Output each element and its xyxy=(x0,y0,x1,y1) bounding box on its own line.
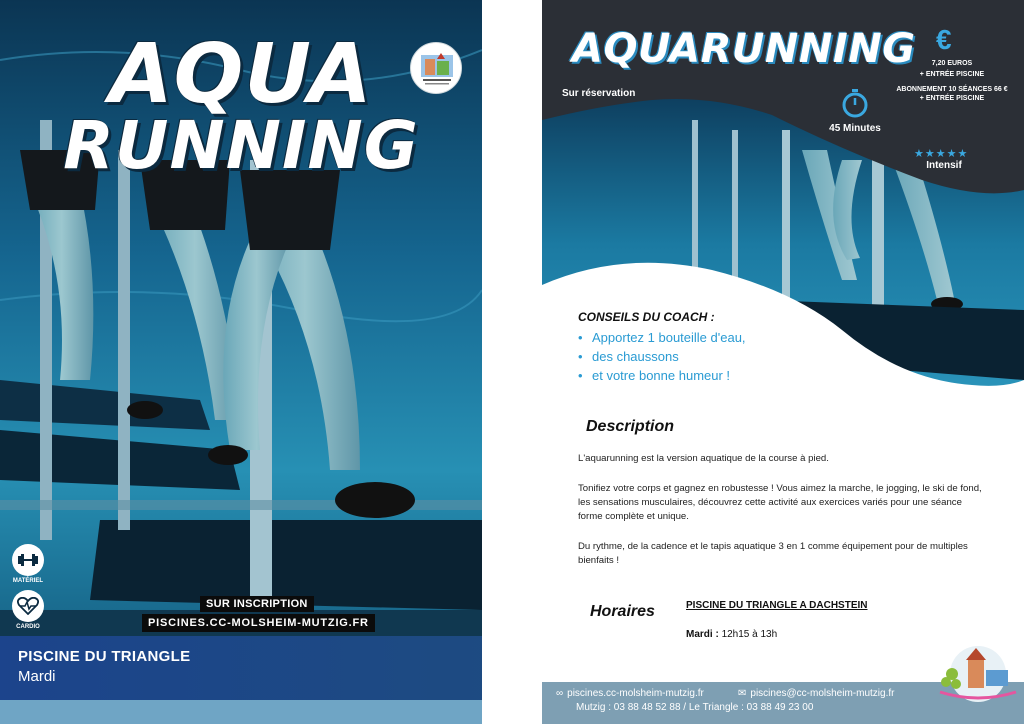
coach-tip-text: et votre bonne humeur ! xyxy=(592,368,731,383)
stopwatch-icon xyxy=(840,88,870,118)
coach-tips-title: CONSEILS DU COACH : xyxy=(578,310,715,324)
list-item: • Apportez 1 bouteille d'eau, xyxy=(578,330,746,345)
schedule-day: Mardi : xyxy=(686,629,719,640)
schedule-line xyxy=(686,629,777,640)
dumbbell-icon xyxy=(12,544,44,576)
list-item: • et votre bonne humeur ! xyxy=(578,368,731,383)
subscription-extra: + ENTRÉE PISCINE xyxy=(919,95,985,102)
registration-label: SUR INSCRIPTION xyxy=(200,596,314,612)
left-poster xyxy=(0,0,482,724)
reservation-note: Sur réservation xyxy=(562,88,636,99)
website-link[interactable]: PISCINES.CC-MOLSHEIM-MUTZIG.FR xyxy=(142,614,375,632)
poster-title-line2: RUNNING xyxy=(63,107,419,184)
venue-name: PISCINE DU TRIANGLE A DACHSTEIN xyxy=(686,600,868,611)
intensity-label: Intensif xyxy=(926,160,962,171)
coach-tip-text: des chaussons xyxy=(592,349,679,364)
list-item: • des chaussons xyxy=(578,349,679,364)
right-poster xyxy=(542,0,1024,724)
community-logo xyxy=(934,644,1018,706)
intensity-stars: ★★★★★ xyxy=(914,148,969,160)
envelope-icon: ✉ xyxy=(738,688,747,699)
cardio-badge-label: CARDIO xyxy=(16,624,40,630)
pool-name: PISCINE DU TRIANGLE xyxy=(18,648,191,665)
cardio-badge xyxy=(10,590,46,630)
footer-phones: Mutzig : 03 88 48 52 88 / Le Triangle : 03 88 49 23 00 xyxy=(576,702,814,713)
heart-rate-icon xyxy=(12,590,44,622)
schedule-title: Horaires xyxy=(590,603,655,620)
session-day: Mardi xyxy=(18,668,56,685)
coach-tip-text: Apportez 1 bouteille d'eau, xyxy=(592,330,746,345)
description-paragraph: Du rythme, de la cadence et le tapis aquatique 3 en 1 comme équipement pour de multiples bienfaits ! xyxy=(578,541,968,566)
schedule-time: 12h15 à 13h xyxy=(721,629,778,640)
link-icon: ∞ xyxy=(556,688,564,699)
euro-icon: € xyxy=(936,24,952,55)
poster-title-line1: AQUA xyxy=(109,27,373,122)
price-extra: + ENTRÉE PISCINE xyxy=(919,71,985,78)
footer-email-text: piscines@cc-molsheim-mutzig.fr xyxy=(750,688,895,699)
description-paragraph: Tonifiez votre corps et gagnez en robustesse ! Vous aimez la marche, le jogging, le ski de fond, les sensations musculaires, découvrez cette activité aux exercices variés pour une séance forme complète et unique. xyxy=(578,483,982,522)
community-logo xyxy=(410,42,462,94)
poster-title: AQUARUNNING xyxy=(572,26,916,72)
coach-tips-list xyxy=(578,328,746,385)
equipment-badge xyxy=(10,544,46,584)
footer-email[interactable] xyxy=(738,688,894,699)
footer-website[interactable] xyxy=(556,688,704,699)
description-title: Description xyxy=(586,418,675,435)
price-amount: 7,20 EUROS xyxy=(931,60,973,67)
footer-website-text: piscines.cc-molsheim-mutzig.fr xyxy=(567,688,704,699)
subscription-price: ABONNEMENT 10 SÉANCES 66 € xyxy=(896,86,1008,93)
bottom-info-band xyxy=(0,636,482,700)
equipment-badge-label: MATÉRIEL xyxy=(12,578,44,584)
session-duration: 45 Minutes xyxy=(829,123,881,134)
description-paragraph: L'aquarunning est la version aquatique de la course à pied. xyxy=(578,453,829,464)
